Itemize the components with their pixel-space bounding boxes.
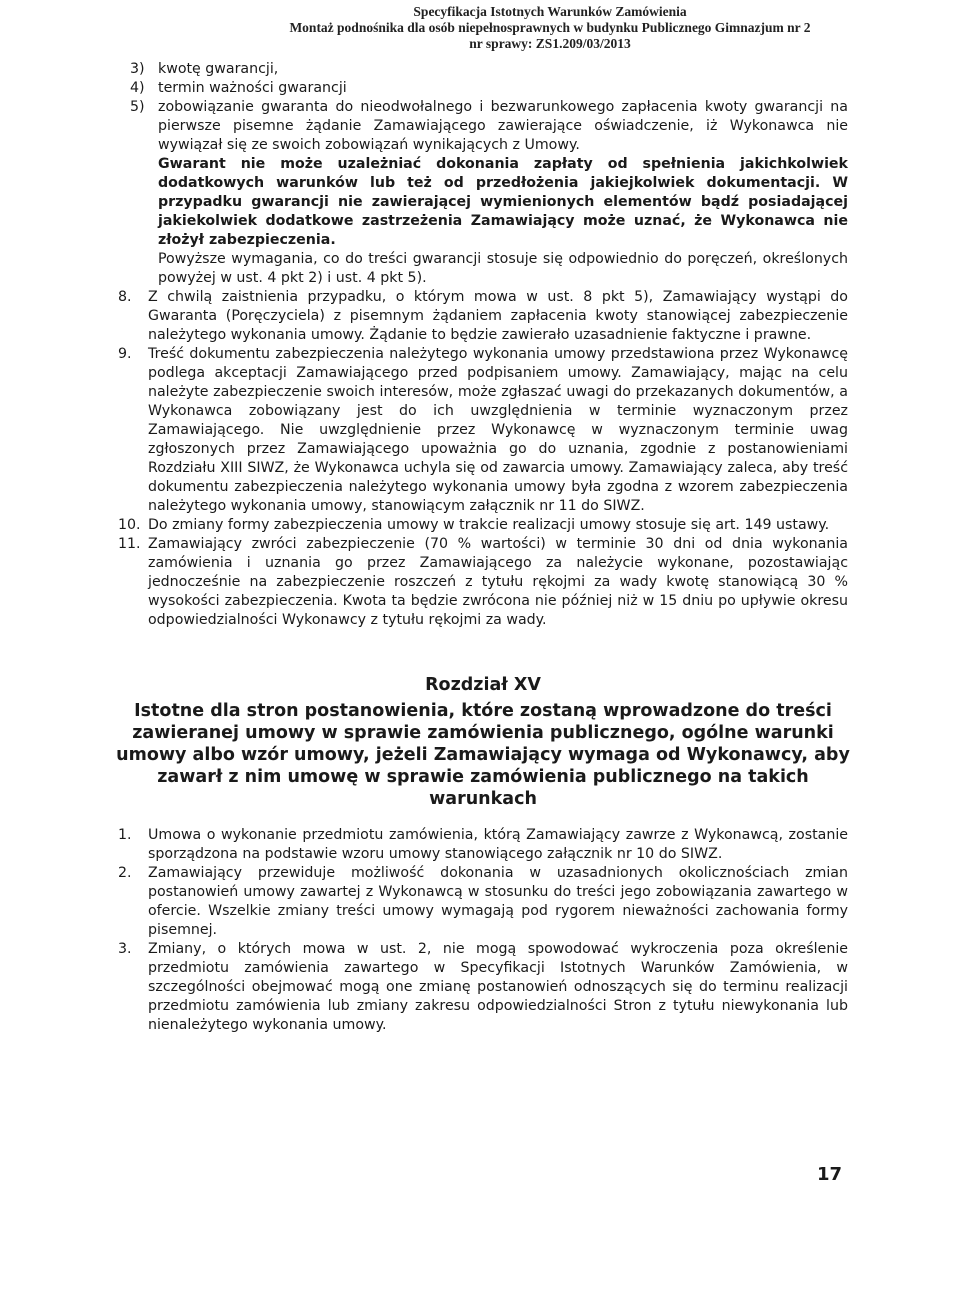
list-item-text: kwotę gwarancji, (158, 61, 279, 77)
list-item-number: 2. (118, 865, 132, 881)
list-item-text: Treść dokumentu zabezpieczenia należytego wykonania umowy przedstawiona przez Wykonawcę podlega akceptacji Zamawiającego przed podpisaniem umowy. Zamawiający, mając na celu należyte zabezpieczenie swoich interesów, może zgłaszać uwagi do przekazanych dokumentów, a Wykonawca zobowiązany jest do ich uwzględnienia w terminie wyznaczonym przez Zamawiającego. Nie uwzględnienie przez Wykonawcę w wyznaczonym terminie uwag zgłoszonych przez Zamawiającego upoważnia go do uznania, zgodnie z postanowieniami Rozdziału XIII SIWZ, że Wykonawca uchyla się od zawarcia umowy. Zamawiający zaleca, aby treść dokumentu zabezpieczenia należytego wykonania umowy była zgodna z wzorem zabezpieczenia należytego wykonania umowy, stanowiącym załącznik nr 11 do SIWZ. (148, 346, 848, 514)
chapter-subtitle: Istotne dla stron postanowienia, które zostaną wprowadzone do treści zawieranej umowy w sprawie zamówienia publicznego, ogólne warunki umowy albo wzór umowy, jeżeli Zamawiający wymaga od Wykonawcy, aby zawarł z nim umowę w sprawie zamówienia publicznego na takich warunkach (116, 701, 850, 809)
chapter-title: Rozdział XV (425, 675, 541, 695)
list-item-number: 4) (130, 80, 145, 96)
list-item-number: 3. (118, 941, 132, 957)
header-document-title: Specyfikacja Istotnych Warunków Zamówienia (413, 4, 687, 19)
page-number: 17 (816, 1164, 842, 1185)
guarantee-conditions-paragraph: Gwarant nie może uzależniać dokonania zapłaty od spełnienia jakichkolwiek dodatkowych warunków lub też od przedłożenia jakiejkolwiek dokumentacji. W przypadku gwarancji nie zawierającej wymienionych elementów bądź posiadającej jakiekolwiek dodatkowe zastrzeżenia Zamawiający może uznać, że Wykonawca nie złożył zabezpieczenia. (158, 156, 848, 248)
list-item (118, 535, 848, 630)
list-item-number: 1. (118, 827, 132, 843)
list-item-number: 5) (130, 99, 145, 115)
list-item (118, 940, 848, 1035)
list-item (118, 345, 848, 516)
header-project-title: Montaż podnośnika dla osób niepełnosprawnych w budynku Publicznego Gimnazjum nr 2 (289, 20, 811, 35)
contract-numbered-list (118, 826, 848, 1035)
list-item-text: Zamawiający zwróci zabezpieczenie (70 % wartości) w terminie 30 dni od dnia wykonania zamówienia i uznania go przez Zamawiającego za należycie wykonane, pozostawiając jednocześnie na zabezpieczenie roszczeń z tytułu rękojmi za wady kwotę stanowiącą 30 % wysokości zabezpieczenia. Kwota ta będzie zwrócona nie później niż w 15 dniu po upływie okresu odpowiedzialności Wykonawcy z tytułu rękojmi za wady. (148, 536, 848, 628)
list-item-text: Zmiany, o których mowa w ust. 2, nie mogą spowodować wykroczenia poza określenie przedmiotu zamówienia zawartego w Specyfikacji Istotnych Warunków Zamówienia, w szczególności obejmować mogą one zmianę postanowień odnoszących się do terminu realizacji przedmiotu zamówienia lub zmiany zakresu odpowiedzialności Stron z tytułu niewykonania lub nienależytego wykonania umowy. (148, 941, 848, 1033)
guarantee-note-paragraph: Powyższe wymagania, co do treści gwarancji stosuje się odpowiednio do poręczeń, określonych powyżej w ust. 4 pkt 2) i ust. 4 pkt 5). (158, 251, 848, 286)
list-item-text: Z chwilą zaistnienia przypadku, o którym mowa w ust. 8 pkt 5), Zamawiający wystąpi do Gwaranta (Poręczyciela) z pisemnym żądaniem zapłacenia kwoty stanowiącej zabezpieczenie należytego wykonania umowy. Żądanie to będzie zawierało uzasadnienie faktyczne i prawne. (148, 289, 848, 343)
header-case-number: nr sprawy: ZS1.209/03/2013 (469, 36, 631, 51)
security-numbered-list (118, 288, 848, 630)
list-item (118, 516, 848, 535)
list-item-text: Zamawiający przewiduje możliwość dokonania w uzasadnionych okolicznościach zmian postanowień umowy zawartej z Wykonawcą w stosunku do treści jego zobowiązania zawartego w ofercie. Wszelkie zmiany treści umowy wymagają pod rygorem nieważności zachowania formy pisemnej. (148, 865, 848, 938)
list-item (130, 60, 848, 79)
list-item-text: zobowiązanie gwaranta do nieodwołalnego i bezwarunkowego zapłacenia kwoty gwarancji na pierwsze pisemne żądanie Zamawiającego zawierające oświadczenie, iż Wykonawca nie wywiązał się ze swoich zobowiązań wynikających z Umowy. (158, 99, 848, 153)
list-item-text: Do zmiany formy zabezpieczenia umowy w trakcie realizacji umowy stosuje się art. 149 ustawy. (148, 517, 830, 533)
list-item-number: 11. (118, 536, 141, 552)
page-body (118, 60, 848, 1035)
list-item-number: 8. (118, 289, 132, 305)
guarantee-contents-list (118, 60, 848, 155)
list-item (118, 864, 848, 940)
list-item (118, 826, 848, 864)
list-item-number: 3) (130, 61, 145, 77)
running-header (150, 4, 950, 52)
list-item-text: Umowa o wykonanie przedmiotu zamówienia, którą Zamawiający zawrze z Wykonawcą, zostanie sporządzona na podstawie wzoru umowy stanowiącego załącznik nr 10 do SIWZ. (148, 827, 848, 862)
list-item-number: 9. (118, 346, 132, 362)
list-item (130, 79, 848, 98)
list-item (130, 98, 848, 155)
list-item (118, 288, 848, 345)
list-item-text: termin ważności gwarancji (158, 80, 347, 96)
list-item-number: 10. (118, 517, 141, 533)
